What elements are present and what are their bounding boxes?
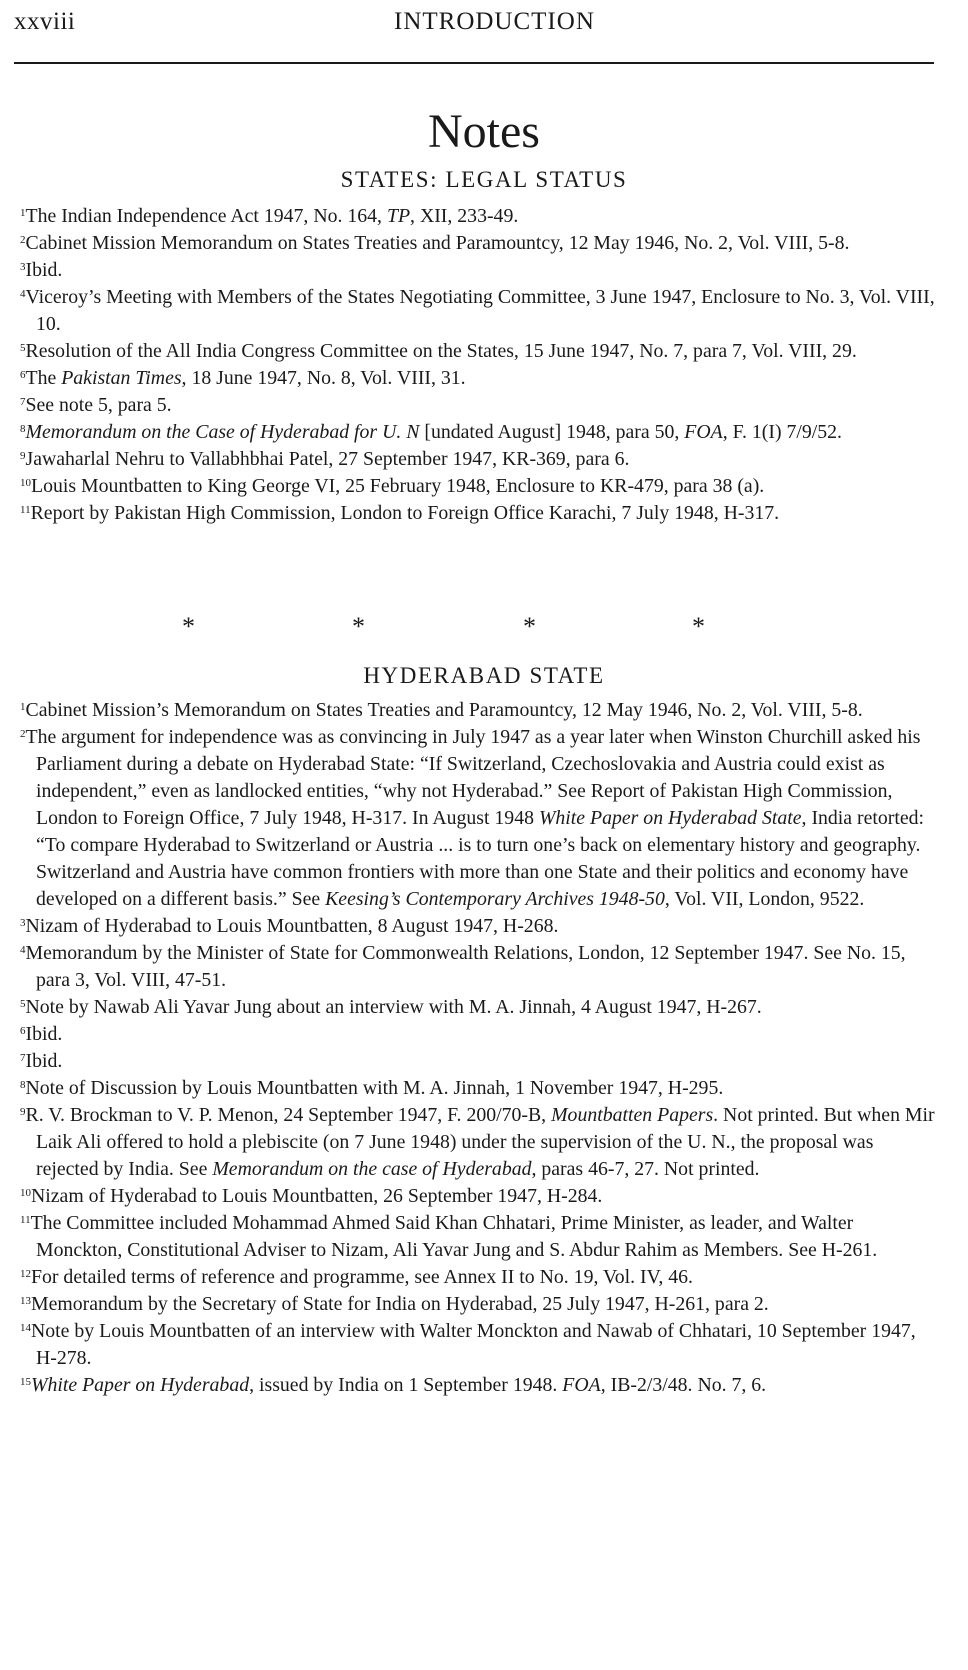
note-text: See note 5, para 5. (25, 394, 172, 416)
section-heading-legal-status: STATES: LEGAL STATUS (340, 167, 628, 192)
note-italic-text: FOA (684, 421, 723, 443)
note-text: , IB-2/3/48. No. 7, 6. (600, 1374, 767, 1396)
asterisk: * (692, 612, 705, 641)
note-item (20, 257, 935, 284)
note-item (20, 1183, 935, 1210)
note-item (20, 940, 935, 994)
note-number: 3 (20, 261, 26, 273)
note-italic-text: FOA (562, 1374, 601, 1396)
note-text: Memorandum by the Secretary of State for India on Hyderabad, 25 July 1947, H-261, para 2. (31, 1293, 769, 1315)
note-item (20, 913, 935, 940)
note-number: 2 (20, 234, 26, 246)
note-text: . Not printed. But when Mir Laik Ali offered to hold a plebiscite (on 7 June 1948) under the supervision of the U. N., the proposal was rejected by India. See (36, 1104, 935, 1180)
note-text: Note by Nawab Ali Yavar Jung about an interview with M. A. Jinnah, 4 August 1947, H-267. (25, 996, 762, 1018)
note-number: 13 (20, 1295, 31, 1307)
note-italic-text: Memorandum on the Case of Hyderabad for U. N (25, 421, 420, 443)
note-italic-text: Mountbatten Papers (551, 1104, 714, 1126)
note-item (20, 338, 935, 365)
notes-list-hyderabad-state (20, 697, 935, 1399)
note-item (20, 365, 935, 392)
note-text: Viceroy’s Meeting with Members of the States Negotiating Committee, 3 June 1947, Enclosure to No. 3, Vol. VIII, 10. (25, 286, 935, 335)
note-italic-text: Keesing’s Contemporary Archives 1948-50 (325, 888, 665, 910)
note-text: , F. 1(I) 7/9/52. (722, 421, 842, 443)
note-italic-text: Pakistan Times (61, 367, 182, 389)
note-item (20, 419, 935, 446)
note-item (20, 446, 935, 473)
note-number: 11 (20, 1214, 31, 1226)
note-item (20, 1264, 935, 1291)
note-number: 4 (20, 944, 26, 956)
asterisk: * (523, 612, 536, 641)
note-italic-text: White Paper on Hyderabad State (538, 807, 802, 829)
note-text: Cabinet Mission Memorandum on States Treaties and Paramountcy, 12 May 1946, No. 2, Vol. VIII, 5-8. (25, 232, 850, 254)
note-number: 2 (20, 728, 26, 740)
note-number: 7 (20, 396, 26, 408)
note-text: The Indian Independence Act 1947, No. 164, (25, 205, 387, 227)
note-text: Nizam of Hyderabad to Louis Mountbatten, 26 September 1947, H-284. (31, 1185, 603, 1207)
note-number: 6 (20, 1025, 26, 1037)
note-number: 6 (20, 369, 26, 381)
page-number: xxviii (14, 8, 76, 35)
note-text: Ibid. (25, 259, 63, 281)
note-text: Note of Discussion by Louis Mountbatten with M. A. Jinnah, 1 November 1947, H-295. (25, 1077, 724, 1099)
notes-list-legal-status (20, 203, 935, 527)
note-text: , India retorted: “To compare Hyderabad to Switzerland or Austria ... is to turn one’s back on elementary history and geography. Switzerland and Austria have common frontiers with more than one State and their politics and economy have developed on a different basis.” See (36, 807, 925, 910)
note-text: Ibid. (25, 1050, 63, 1072)
note-text: Resolution of the All India Congress Committee on the States, 15 June 1947, No. 7, para 7, Vol. VIII, 29. (25, 340, 857, 362)
note-item (20, 697, 935, 724)
note-text: R. V. Brockman to V. P. Menon, 24 September 1947, F. 200/70-B, (25, 1104, 552, 1126)
note-italic-text: TP (386, 205, 411, 227)
note-number: 1 (20, 701, 26, 713)
note-text: , Vol. VII, London, 9522. (664, 888, 865, 910)
note-number: 14 (20, 1322, 31, 1334)
note-text: The Committee included Mohammad Ahmed Said Khan Chhatari, Prime Minister, as leader, and Walter Monckton, Constitutional Adviser to Nizam, Ali Yavar Jung and S. Abdur Rahim as Members. See H-261. (30, 1212, 878, 1261)
notes-title: Notes (428, 105, 540, 158)
note-item (20, 1318, 935, 1372)
note-number: 3 (20, 917, 26, 929)
note-number: 8 (20, 423, 26, 435)
note-text: Jawaharlal Nehru to Vallabhbhai Patel, 27 September 1947, KR-369, para 6. (25, 448, 630, 470)
note-text: , XII, 233-49. (410, 205, 519, 227)
section-heading-hyderabad-state: HYDERABAD STATE (363, 663, 605, 688)
note-item (20, 1048, 935, 1075)
running-head-title: INTRODUCTION (394, 8, 595, 35)
note-number: 15 (20, 1376, 31, 1388)
asterisk: * (352, 612, 365, 641)
note-text: The argument for independence was as convincing in July 1947 as a year later when Winston Churchill asked his Parliament during a debate on Hyderabad State: “If Switzerland, Czechoslovakia and Austria could exist as independent,” even as landlocked entities, “why not Hyderabad.” See Report of Pakistan High Commission, London to Foreign Office, 7 July 1948, H-317. In August 1948 (25, 726, 921, 829)
note-number: 10 (20, 477, 31, 489)
note-number: 11 (20, 504, 31, 516)
note-number: 1 (20, 207, 26, 219)
note-item (20, 1372, 935, 1399)
note-number: 5 (20, 998, 26, 1010)
note-number: 9 (20, 450, 26, 462)
note-item (20, 1021, 935, 1048)
note-item (20, 1102, 935, 1183)
note-number: 7 (20, 1052, 26, 1064)
note-text: , 18 June 1947, No. 8, Vol. VIII, 31. (181, 367, 466, 389)
note-item (20, 500, 935, 527)
note-item (20, 284, 935, 338)
note-text: The (25, 367, 62, 389)
note-item (20, 392, 935, 419)
note-item (20, 994, 935, 1021)
note-text: For detailed terms of reference and programme, see Annex II to No. 19, Vol. IV, 46. (31, 1266, 693, 1288)
asterisk: * (182, 612, 195, 641)
note-text: [undated August] 1948, para 50, (419, 421, 685, 443)
note-number: 10 (20, 1187, 31, 1199)
note-text: , issued by India on 1 September 1948. (249, 1374, 563, 1396)
note-italic-text: White Paper on Hyderabad (31, 1374, 250, 1396)
note-number: 8 (20, 1079, 26, 1091)
note-item (20, 724, 935, 913)
note-text: Note by Louis Mountbatten of an interview with Walter Monckton and Nawab of Chhatari, 10 September 1947, H-278. (31, 1320, 916, 1369)
note-text: Memorandum by the Minister of State for Commonwealth Relations, London, 12 September 1947. See No. 15, para 3, Vol. VIII, 47-51. (25, 942, 906, 991)
note-item (20, 1075, 935, 1102)
note-item (20, 1291, 935, 1318)
section-separator (0, 612, 968, 642)
note-text: Report by Pakistan High Commission, London to Foreign Office Karachi, 7 July 1948, H-317. (30, 502, 780, 524)
header-rule (14, 62, 934, 64)
note-number: 12 (20, 1268, 31, 1280)
note-number: 9 (20, 1106, 26, 1118)
note-number: 4 (20, 288, 26, 300)
note-number: 5 (20, 342, 26, 354)
note-text: Louis Mountbatten to King George VI, 25 February 1948, Enclosure to KR-479, para 38 (a). (31, 475, 765, 497)
note-item (20, 473, 935, 500)
running-head (14, 8, 934, 48)
note-text: , paras 46-7, 27. Not printed. (531, 1158, 760, 1180)
note-item (20, 230, 935, 257)
note-text: Cabinet Mission’s Memorandum on States Treaties and Paramountcy, 12 May 1946, No. 2, Vol. VIII, 5-8. (25, 699, 863, 721)
note-text: Ibid. (25, 1023, 63, 1045)
note-italic-text: Memorandum on the case of Hyderabad (212, 1158, 532, 1180)
note-text: Nizam of Hyderabad to Louis Mountbatten, 8 August 1947, H-268. (25, 915, 559, 937)
note-item (20, 1210, 935, 1264)
note-item (20, 203, 935, 230)
